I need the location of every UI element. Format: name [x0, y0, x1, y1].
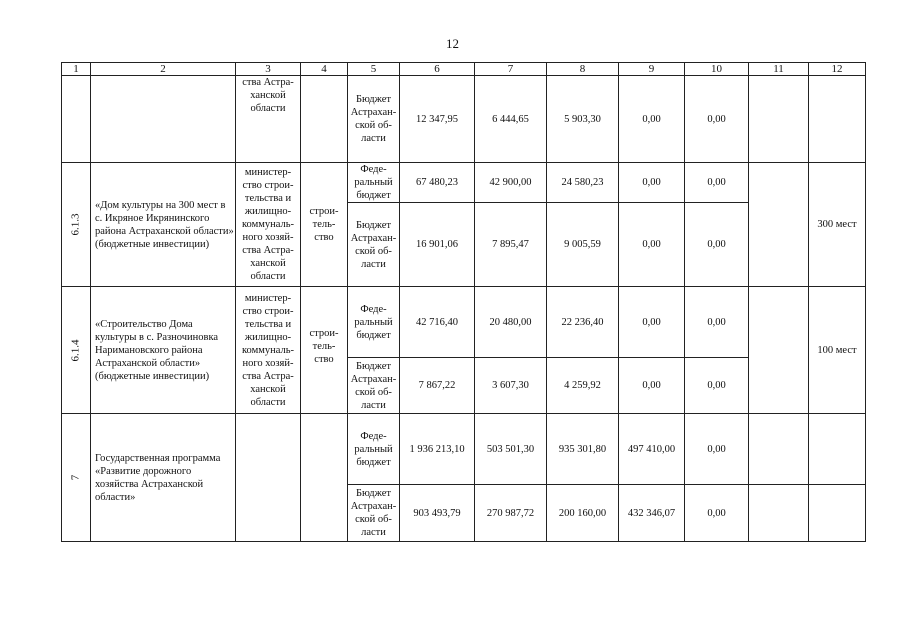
empty-cell	[749, 287, 809, 414]
column-header: 2	[91, 63, 236, 76]
budget-source-text: Феде- ральный бюджет	[354, 430, 393, 468]
executor-text: министер- ство строи- тельства и жилищно- коммуналь- ного хозяй- ства Астра- ханской области	[241, 292, 295, 408]
value-cell: 497 410,00	[619, 414, 685, 485]
value-cell: 12 347,95	[400, 76, 475, 163]
budget-source-cell	[348, 414, 400, 485]
work-type-cell	[301, 76, 348, 163]
value-cell: 0,00	[685, 203, 749, 287]
column-header: 3	[236, 63, 301, 76]
executor-cell	[236, 414, 301, 542]
value-cell: 5 903,30	[547, 76, 619, 163]
value-cell: 270 987,72	[475, 485, 547, 542]
budget-source-text: Бюджет Астрахан- ской об- ласти	[350, 219, 397, 270]
value-cell: 24 580,23	[547, 163, 619, 203]
value-cell: 0,00	[619, 163, 685, 203]
row-number-cell	[62, 287, 91, 414]
column-header: 7	[475, 63, 547, 76]
empty-cell	[749, 76, 809, 163]
row-number-cell	[62, 76, 91, 163]
page-number: 12	[446, 36, 459, 51]
column-header: 8	[547, 63, 619, 76]
value-cell: 42 900,00	[475, 163, 547, 203]
header-row	[62, 63, 866, 76]
column-header: 4	[301, 63, 348, 76]
table-row	[62, 163, 866, 203]
budget-source-cell	[348, 163, 400, 203]
executor-text: министер- ство строи- тельства и жилищно- коммуналь- ного хозяй- ства Астра- ханской области	[241, 167, 295, 282]
value-cell: 3 607,30	[475, 358, 547, 414]
value-cell: 0,00	[619, 358, 685, 414]
activity-name-cell: Государственная программа «Развитие дорожного хозяйства Астраханской области»	[91, 414, 236, 542]
table-row	[62, 287, 866, 358]
value-cell: 0,00	[685, 163, 749, 203]
value-cell: 20 480,00	[475, 287, 547, 358]
budget-source-text: Бюджет Астрахан- ской об- ласти	[350, 488, 397, 538]
result-cell: 300 мест	[809, 163, 866, 287]
value-cell: 1 936 213,10	[400, 414, 475, 485]
value-cell: 0,00	[619, 76, 685, 163]
column-header: 12	[809, 63, 866, 76]
value-cell: 22 236,40	[547, 287, 619, 358]
empty-cell	[749, 485, 809, 542]
budget-source-text: Феде- ральный бюджет	[354, 164, 393, 201]
value-cell: 935 301,80	[547, 414, 619, 485]
value-cell: 42 716,40	[400, 287, 475, 358]
value-cell: 0,00	[685, 76, 749, 163]
value-cell: 903 493,79	[400, 485, 475, 542]
budget-source-cell	[348, 203, 400, 287]
table-row	[62, 76, 866, 163]
row-number: 6.1.3	[69, 213, 82, 236]
column-header: 11	[749, 63, 809, 76]
budget-source-text: Феде- ральный бюджет	[354, 303, 393, 341]
work-type-text: строи- тель- ство	[309, 328, 339, 365]
budget-source-cell	[348, 485, 400, 542]
empty-cell	[809, 414, 866, 485]
value-cell: 7 867,22	[400, 358, 475, 414]
budget-source-cell	[348, 287, 400, 358]
row-number-cell	[62, 163, 91, 287]
executor-cell	[236, 76, 301, 163]
value-cell: 0,00	[619, 203, 685, 287]
activity-name-cell: «Строительство Дома культуры в с. Разночиновка Наримановского района Астраханской области» (бюджетные инвестиции)	[91, 287, 236, 414]
value-cell: 503 501,30	[475, 414, 547, 485]
activity-name-cell: «Дом культуры на 300 мест в с. Икряное Икрянинского района Астраханской области» (бюджетные инвестиции)	[91, 163, 236, 287]
table-row	[62, 414, 866, 485]
value-cell: 0,00	[619, 287, 685, 358]
empty-cell	[749, 414, 809, 485]
activity-name-cell	[91, 76, 236, 163]
empty-cell	[809, 485, 866, 542]
column-header: 5	[348, 63, 400, 76]
work-type-cell	[301, 414, 348, 542]
work-type-cell	[301, 287, 348, 414]
value-cell: 0,00	[685, 287, 749, 358]
value-cell: 200 160,00	[547, 485, 619, 542]
empty-cell	[809, 76, 866, 163]
value-cell: 0,00	[685, 358, 749, 414]
budget-table	[61, 62, 866, 542]
row-number: 6.1.4	[69, 339, 82, 361]
row-number: 7	[69, 474, 82, 481]
value-cell: 67 480,23	[400, 163, 475, 203]
executor-cell	[236, 287, 301, 414]
work-type-text: строи- тель- ство	[309, 206, 339, 243]
budget-source-text: Бюджет Астрахан- ской об- ласти	[350, 360, 397, 411]
executor-cell	[236, 163, 301, 287]
column-header: 10	[685, 63, 749, 76]
value-cell: 0,00	[685, 414, 749, 485]
column-header: 9	[619, 63, 685, 76]
value-cell: 16 901,06	[400, 203, 475, 287]
value-cell: 0,00	[685, 485, 749, 542]
column-header: 6	[400, 63, 475, 76]
budget-source-text: Бюджет Астрахан- ской об- ласти	[350, 94, 397, 144]
column-header: 1	[62, 63, 91, 76]
result-cell: 100 мест	[809, 287, 866, 414]
value-cell: 432 346,07	[619, 485, 685, 542]
empty-cell	[749, 163, 809, 287]
work-type-cell	[301, 163, 348, 287]
budget-source-cell	[348, 76, 400, 163]
row-number-cell	[62, 414, 91, 542]
budget-source-cell	[348, 358, 400, 414]
value-cell: 9 005,59	[547, 203, 619, 287]
value-cell: 4 259,92	[547, 358, 619, 414]
executor-text: ства Астра- ханской области	[242, 77, 294, 114]
value-cell: 6 444,65	[475, 76, 547, 163]
value-cell: 7 895,47	[475, 203, 547, 287]
